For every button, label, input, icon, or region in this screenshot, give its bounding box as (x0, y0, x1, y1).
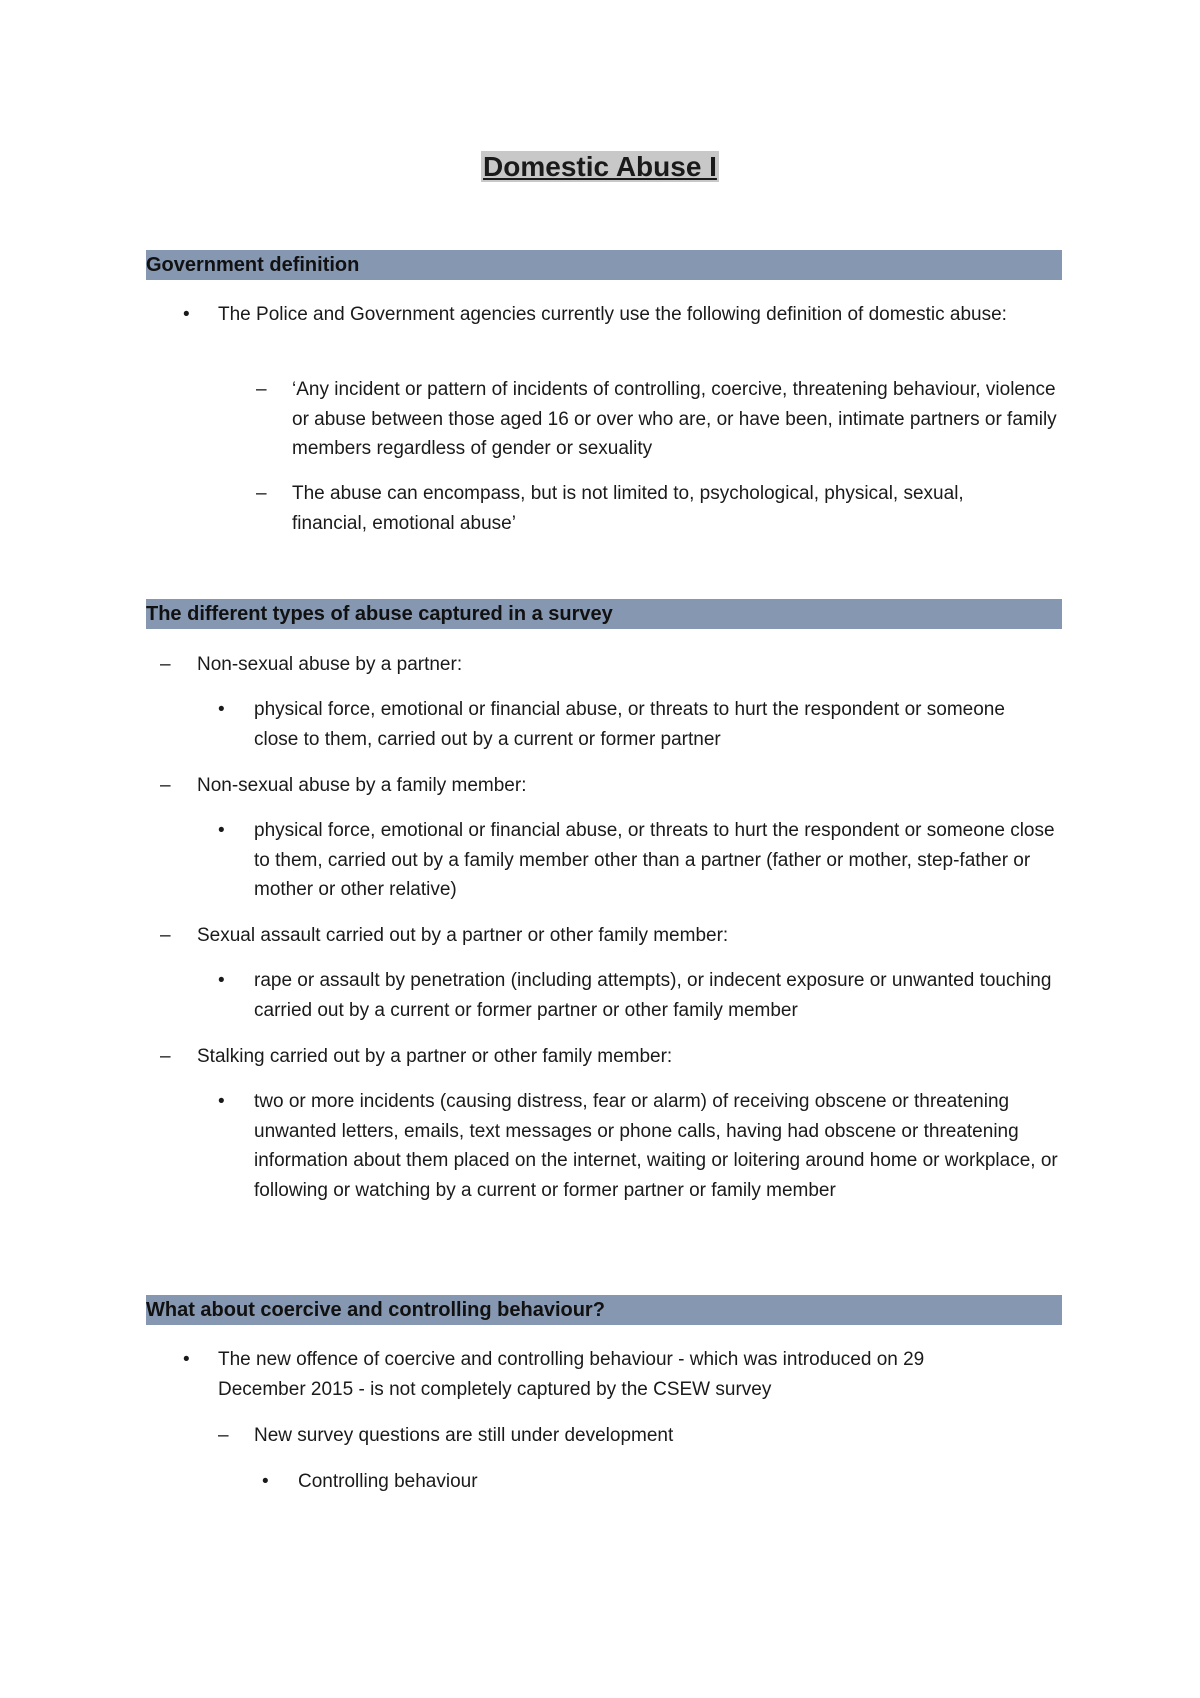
dash-marker: – (160, 1046, 171, 1067)
list-item: physical force, emotional or financial abuse, or threats to hurt the respondent or someone close to them, carried out by a family member other than a partner (father or mother, step-father or mother or other relative) (254, 820, 1055, 900)
list-item: ‘Any incident or pattern of incidents of controlling, coercive, threatening behaviour, violence or abuse between those aged 16 or over who are, or have been, intimate partners or family members regardless of gender or sexuality (292, 379, 1057, 459)
bullet-marker: • (183, 1349, 190, 1370)
list-item: Stalking carried out by a partner or other family member: (197, 1046, 673, 1067)
list-item: The new offence of coercive and controlling behaviour - which was introduced on 29 December 2015 - is not completely captured by the CSEW survey (218, 1349, 925, 1400)
list-item: New survey questions are still under development (254, 1425, 674, 1446)
list-item: rape or assault by penetration (including attempts), or indecent exposure or unwanted touching carried out by a current or former partner or other family member (254, 970, 1052, 1021)
bullet-marker: • (183, 304, 190, 325)
section-heading: The different types of abuse captured in a survey (146, 599, 1062, 629)
dash-marker: – (256, 379, 267, 400)
dash-marker: – (218, 1425, 229, 1446)
list-item: Controlling behaviour (298, 1471, 478, 1492)
list-item: Non-sexual abuse by a partner: (197, 654, 463, 675)
section-heading: What about coercive and controlling behaviour? (146, 1295, 1062, 1325)
list-item: Non-sexual abuse by a family member: (197, 775, 527, 796)
bullet-marker: • (218, 1091, 225, 1112)
list-item: physical force, emotional or financial abuse, or threats to hurt the respondent or someone close to them, carried out by a current or former partner (254, 699, 1005, 750)
list-item: The abuse can encompass, but is not limited to, psychological, physical, sexual, financial, emotional abuse’ (292, 483, 964, 534)
list-item: The Police and Government agencies currently use the following definition of domestic abuse: (218, 304, 1007, 325)
bullet-marker: • (262, 1471, 269, 1492)
bullet-marker: • (218, 970, 225, 991)
section-heading: Government definition (146, 250, 1062, 280)
dash-marker: – (160, 925, 171, 946)
dash-marker: – (160, 775, 171, 796)
list-item: two or more incidents (causing distress, fear or alarm) of receiving obscene or threatening unwanted letters, emails, text messages or phone calls, having had obscene or threatening information about them placed on the internet, waiting or loitering around home or workplace, or following or watching by a current or former partner or family member (254, 1091, 1058, 1201)
document-title (0, 150, 1200, 184)
document-title-text: Domestic Abuse I (483, 151, 717, 182)
bullet-marker: • (218, 699, 225, 720)
bullet-marker: • (218, 820, 225, 841)
dash-marker: – (256, 483, 267, 504)
list-item: Sexual assault carried out by a partner or other family member: (197, 925, 729, 946)
dash-marker: – (160, 654, 171, 675)
